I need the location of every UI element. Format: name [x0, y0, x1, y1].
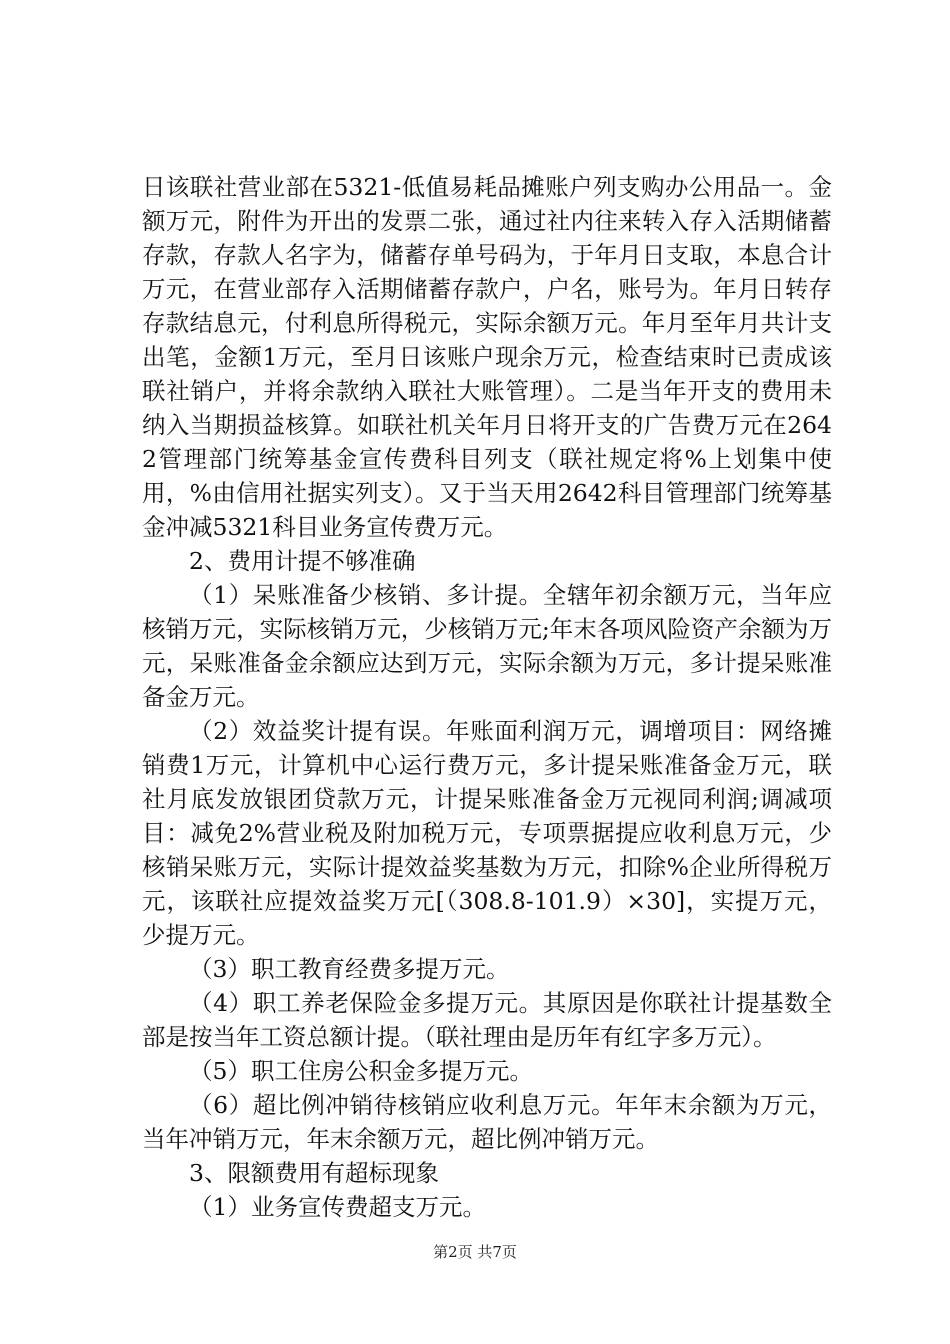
- paragraph-item-4: （4）职工养老保险金多提万元。其原因是你联社计提基数全部是按当年工资总额计提。（联社理由是历年有红字多万元）。: [142, 989, 832, 1051]
- paragraph-item-3: （3）职工教育经费多提万元。: [189, 955, 510, 983]
- page-number-label: 第2页 共7页: [433, 1243, 517, 1261]
- heading-section-2: 2、费用计提不够准确: [189, 547, 416, 575]
- paragraph-item-5: （5）职工住房公积金多提万元。: [189, 1057, 533, 1085]
- document-body: [142, 170, 832, 1224]
- paragraph-item-1: （1）呆账准备少核销、多计提。全辖年初余额万元，当年应核销万元，实际核销万元，少核销万元;年末各项风险资产余额为万元，呆账准备金余额应达到万元，实际余额为万元，多计提呆账准备金万元。: [142, 581, 832, 711]
- heading-section-3: 3、限额费用有超标现象: [189, 1159, 439, 1187]
- paragraph-item-2: （2）效益奖计提有误。年账面利润万元，调增项目：网络摊销费1万元，计算机中心运行费万元，多计提呆账准备金万元，联社月底发放银团贷款万元，计提呆账准备金万元视同利润;调减项目：减免2%营业税及附加税万元，专项票据提应收利息万元，少核销呆账万元，实际计提效益奖基数为万元，扣除%企业所得税万元，该联社应提效益奖万元[（308.8-101.9）×30]，实提万元，少提万元。: [142, 717, 832, 949]
- paragraph-continuation: 日该联社营业部在5321-低值易耗品摊账户列支购办公用品一。金额万元，附件为开出的发票二张，通过社内往来转入存入活期储蓄存款，存款人名字为，储蓄存单号码为，于年月日支取，本息合计万元，在营业部存入活期储蓄存款户，户名，账号为。年月日转存存款结息元，付利息所得税元，实际余额万元。年月至年月共计支出笔，金额1万元，至月日该账户现余万元，检查结束时已责成该联社销户，并将余款纳入联社大账管理）。二是当年开支的费用未纳入当期损益核算。如联社机关年月日将开支的广告费万元在2642管理部门统筹基金宣传费科目列支（联社规定将%上划集中使用，%由信用社据实列支）。又于当天用2642科目管理部门统筹基金冲减5321科目业务宣传费万元。: [142, 173, 832, 541]
- page-footer: [0, 1242, 950, 1262]
- paragraph-item-3-1: （1）业务宣传费超支万元。: [189, 1193, 486, 1221]
- paragraph-item-6: （6）超比例冲销待核销应收利息万元。年年末余额为万元，当年冲销万元，年末余额万元，超比例冲销万元。: [142, 1091, 832, 1153]
